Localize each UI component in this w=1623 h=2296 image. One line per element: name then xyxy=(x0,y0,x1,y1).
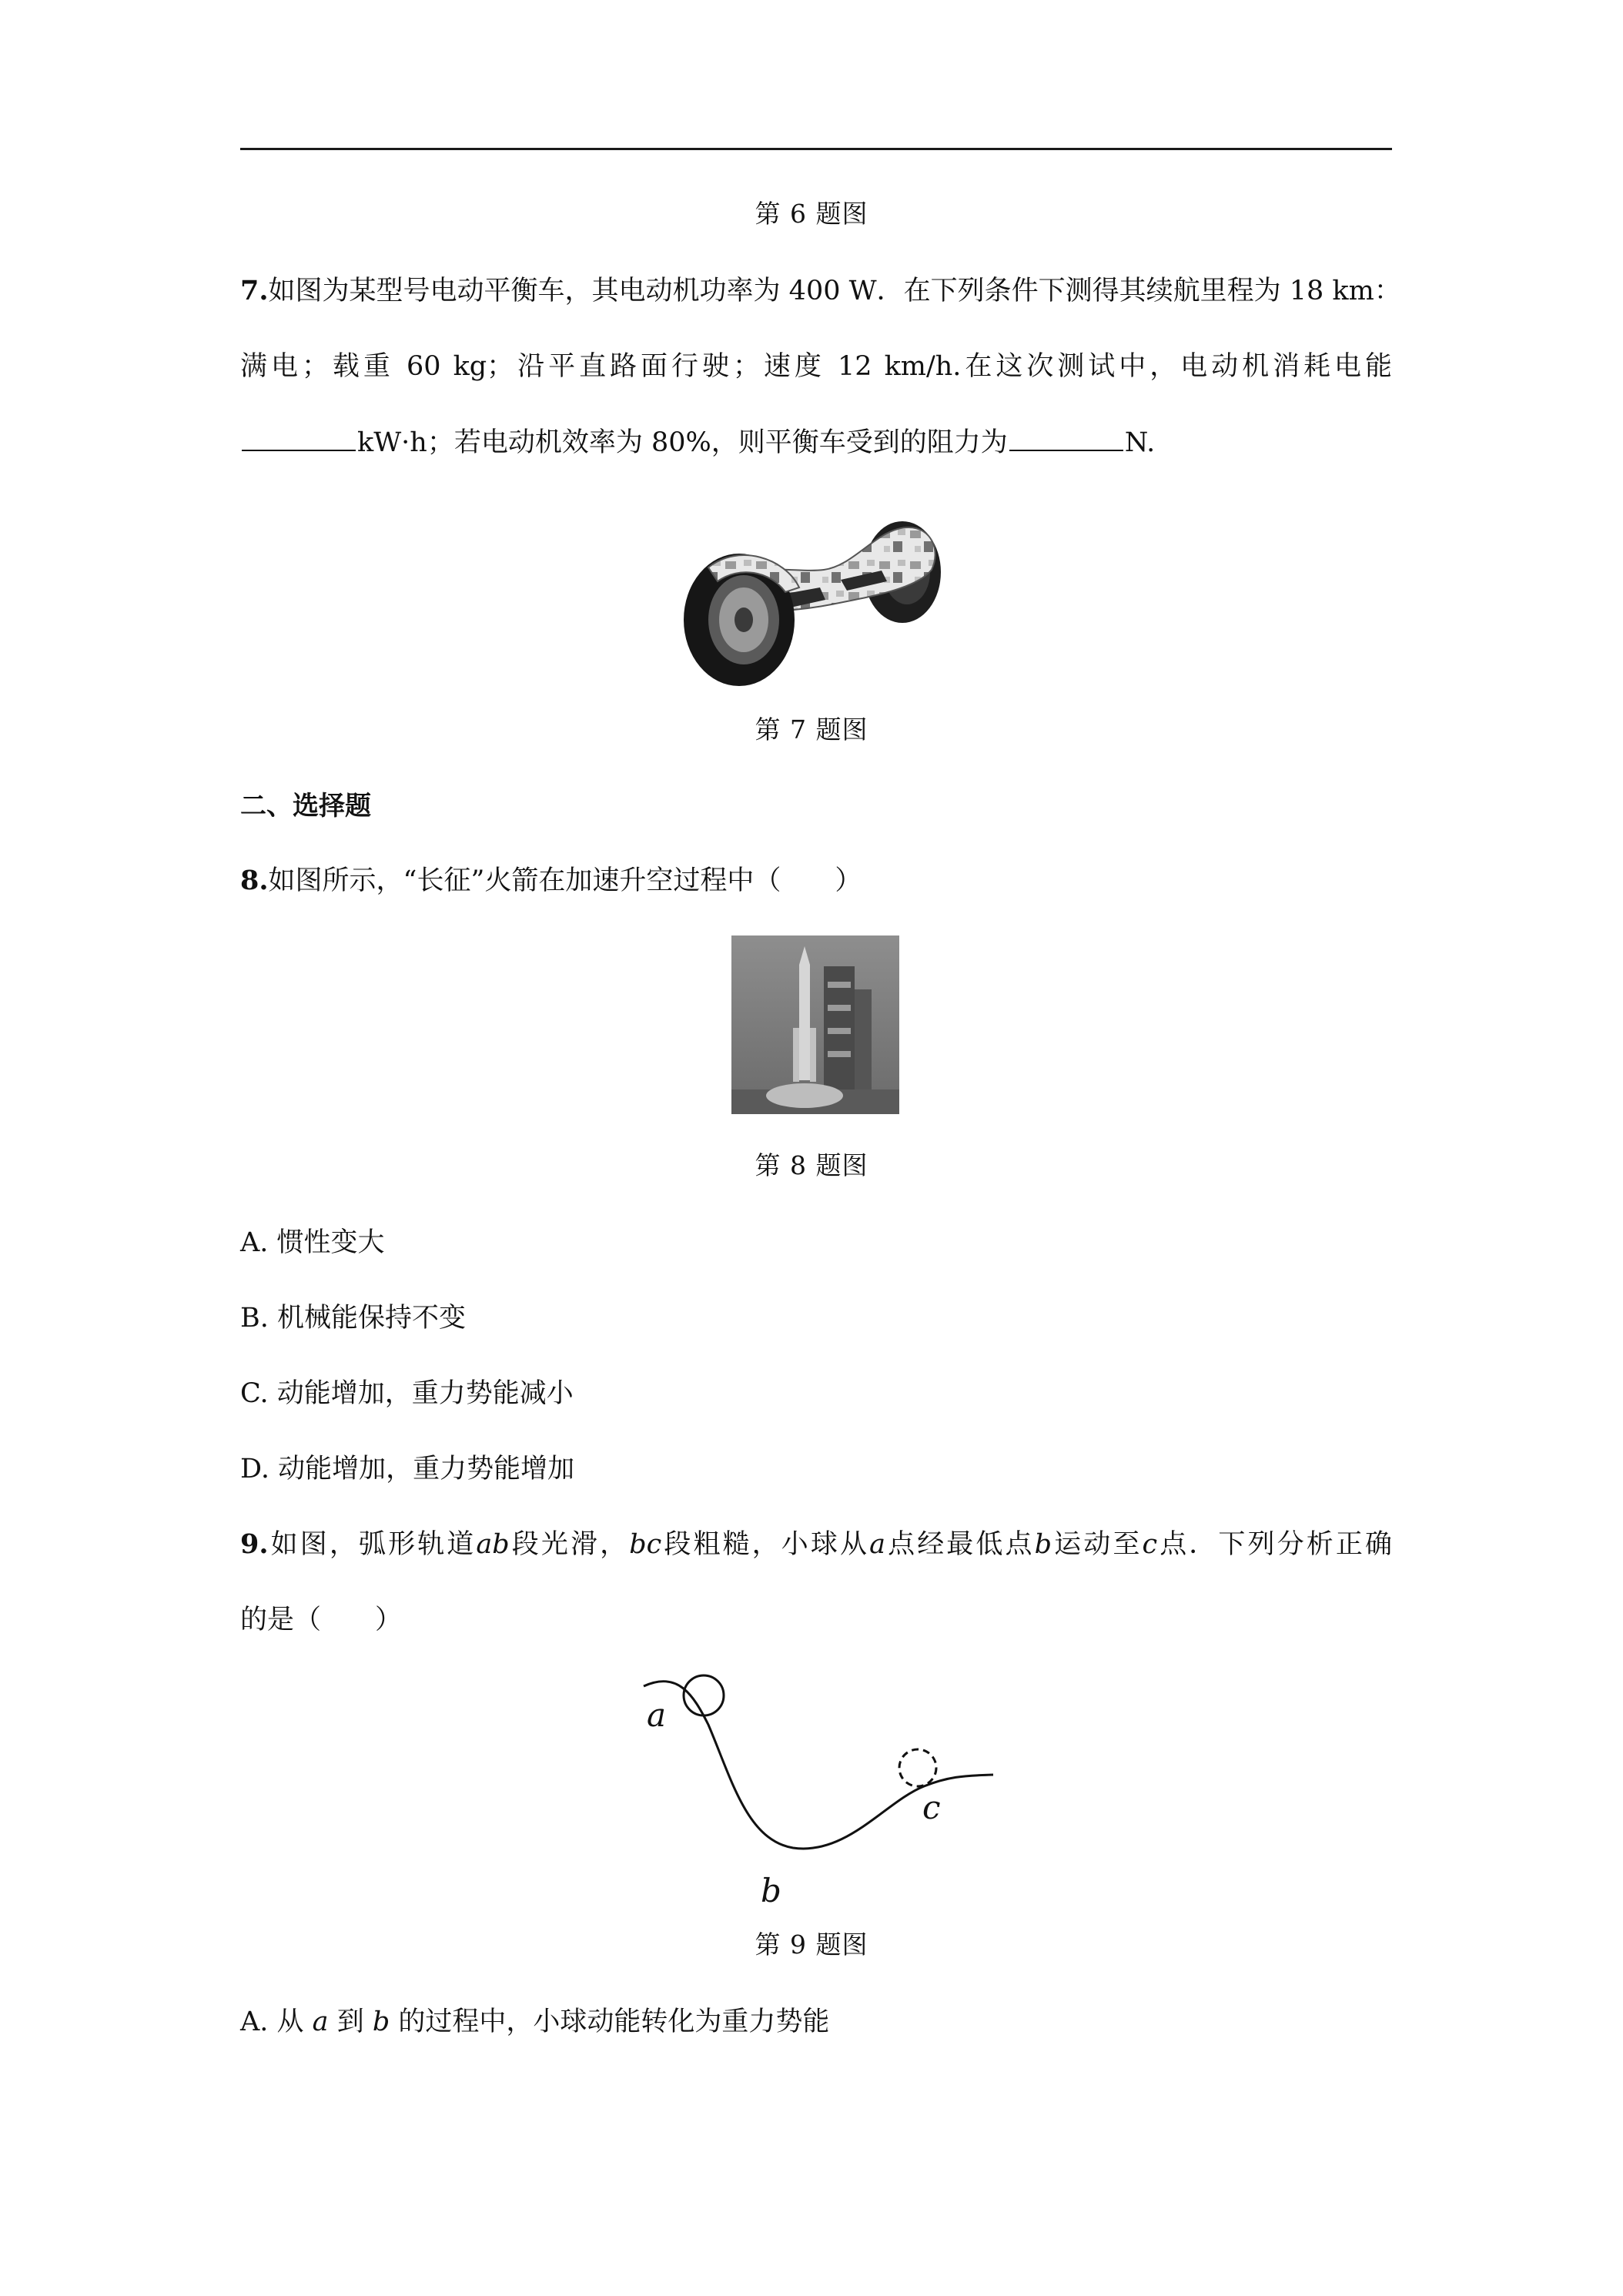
question-9-text-d: 点经最低点 xyxy=(885,1529,1035,1560)
question-9-text-b: 段光滑， xyxy=(509,1529,630,1560)
question-7-line-3 xyxy=(240,423,1392,461)
question-7-line-2: 满电；载重 60 kg；沿平直路面行驶；速度 12 km/h.在这次测试中，电动机消耗电能 xyxy=(240,351,1392,382)
question-8-option-b[interactable]: B. 机械能保持不变 xyxy=(240,1303,466,1334)
point-c: c xyxy=(1142,1529,1158,1560)
question-9-text-e: 运动至 xyxy=(1052,1529,1143,1560)
label-c: c xyxy=(922,1789,941,1826)
question-8-option-c[interactable]: C. 动能增加，重力势能减小 xyxy=(240,1378,574,1409)
option-a-point-a: a xyxy=(312,2006,329,2037)
question-9-line-1 xyxy=(240,1526,1392,1563)
rocket-launch-image xyxy=(731,935,899,1114)
question-9-text-c: 段粗糙，小球从 xyxy=(661,1529,870,1560)
point-a: a xyxy=(869,1529,885,1560)
option-a-prefix: A. 从 xyxy=(240,2006,304,2037)
figure-9-caption: 第 9 题图 xyxy=(755,1930,868,1960)
balance-scooter-image xyxy=(662,497,970,689)
segment-ab: ab xyxy=(476,1529,510,1560)
question-7-text-3a: kW·h；若电动机效率为 80%，则平衡车受到的阻力为 xyxy=(357,427,1008,458)
question-9-line-2: 的是（ ） xyxy=(240,1605,403,1635)
segment-bc: bc xyxy=(629,1529,662,1560)
label-b: b xyxy=(761,1872,781,1909)
question-8-number: 8. xyxy=(240,865,269,896)
question-8-line xyxy=(240,862,1392,899)
question-9-number: 9. xyxy=(240,1528,269,1560)
question-7-number: 7. xyxy=(240,275,269,306)
question-9-option-a[interactable] xyxy=(240,2003,829,2040)
figure-6-caption: 第 6 题图 xyxy=(755,199,868,229)
section-heading-choice: 二、选择题 xyxy=(240,791,371,822)
answer-blank-resistance[interactable] xyxy=(1009,423,1123,451)
question-7-text-3b: N. xyxy=(1124,427,1156,458)
question-7-line-1 xyxy=(240,273,1401,310)
question-8-text: 如图所示，“长征”火箭在加速升空过程中（ ） xyxy=(268,865,862,896)
question-9-text-f: 点．下列分析正确 xyxy=(1157,1529,1392,1560)
figure-7-caption: 第 7 题图 xyxy=(755,715,868,745)
question-9-text-a: 如图，弧形轨道 xyxy=(268,1529,477,1560)
answer-blank-energy[interactable] xyxy=(242,423,356,451)
question-7-text-1: 如图为某型号电动平衡车，其电动机功率为 400 W．在下列条件下测得其续航里程为 18 km： xyxy=(268,276,1401,306)
option-a-mid: 到 xyxy=(336,2006,364,2037)
label-a: a xyxy=(647,1696,667,1734)
question-8-option-a[interactable]: A. 惯性变大 xyxy=(240,1227,385,1258)
point-b: b xyxy=(1034,1529,1052,1560)
option-a-rest: 的过程中，小球动能转化为重力势能 xyxy=(398,2006,830,2037)
figure-8-caption: 第 8 题图 xyxy=(755,1150,868,1180)
option-a-point-b: b xyxy=(372,2006,390,2037)
top-rule xyxy=(240,148,1392,150)
curved-track-diagram xyxy=(631,1663,1001,1909)
question-8-option-d[interactable]: D. 动能增加，重力势能增加 xyxy=(240,1454,575,1484)
